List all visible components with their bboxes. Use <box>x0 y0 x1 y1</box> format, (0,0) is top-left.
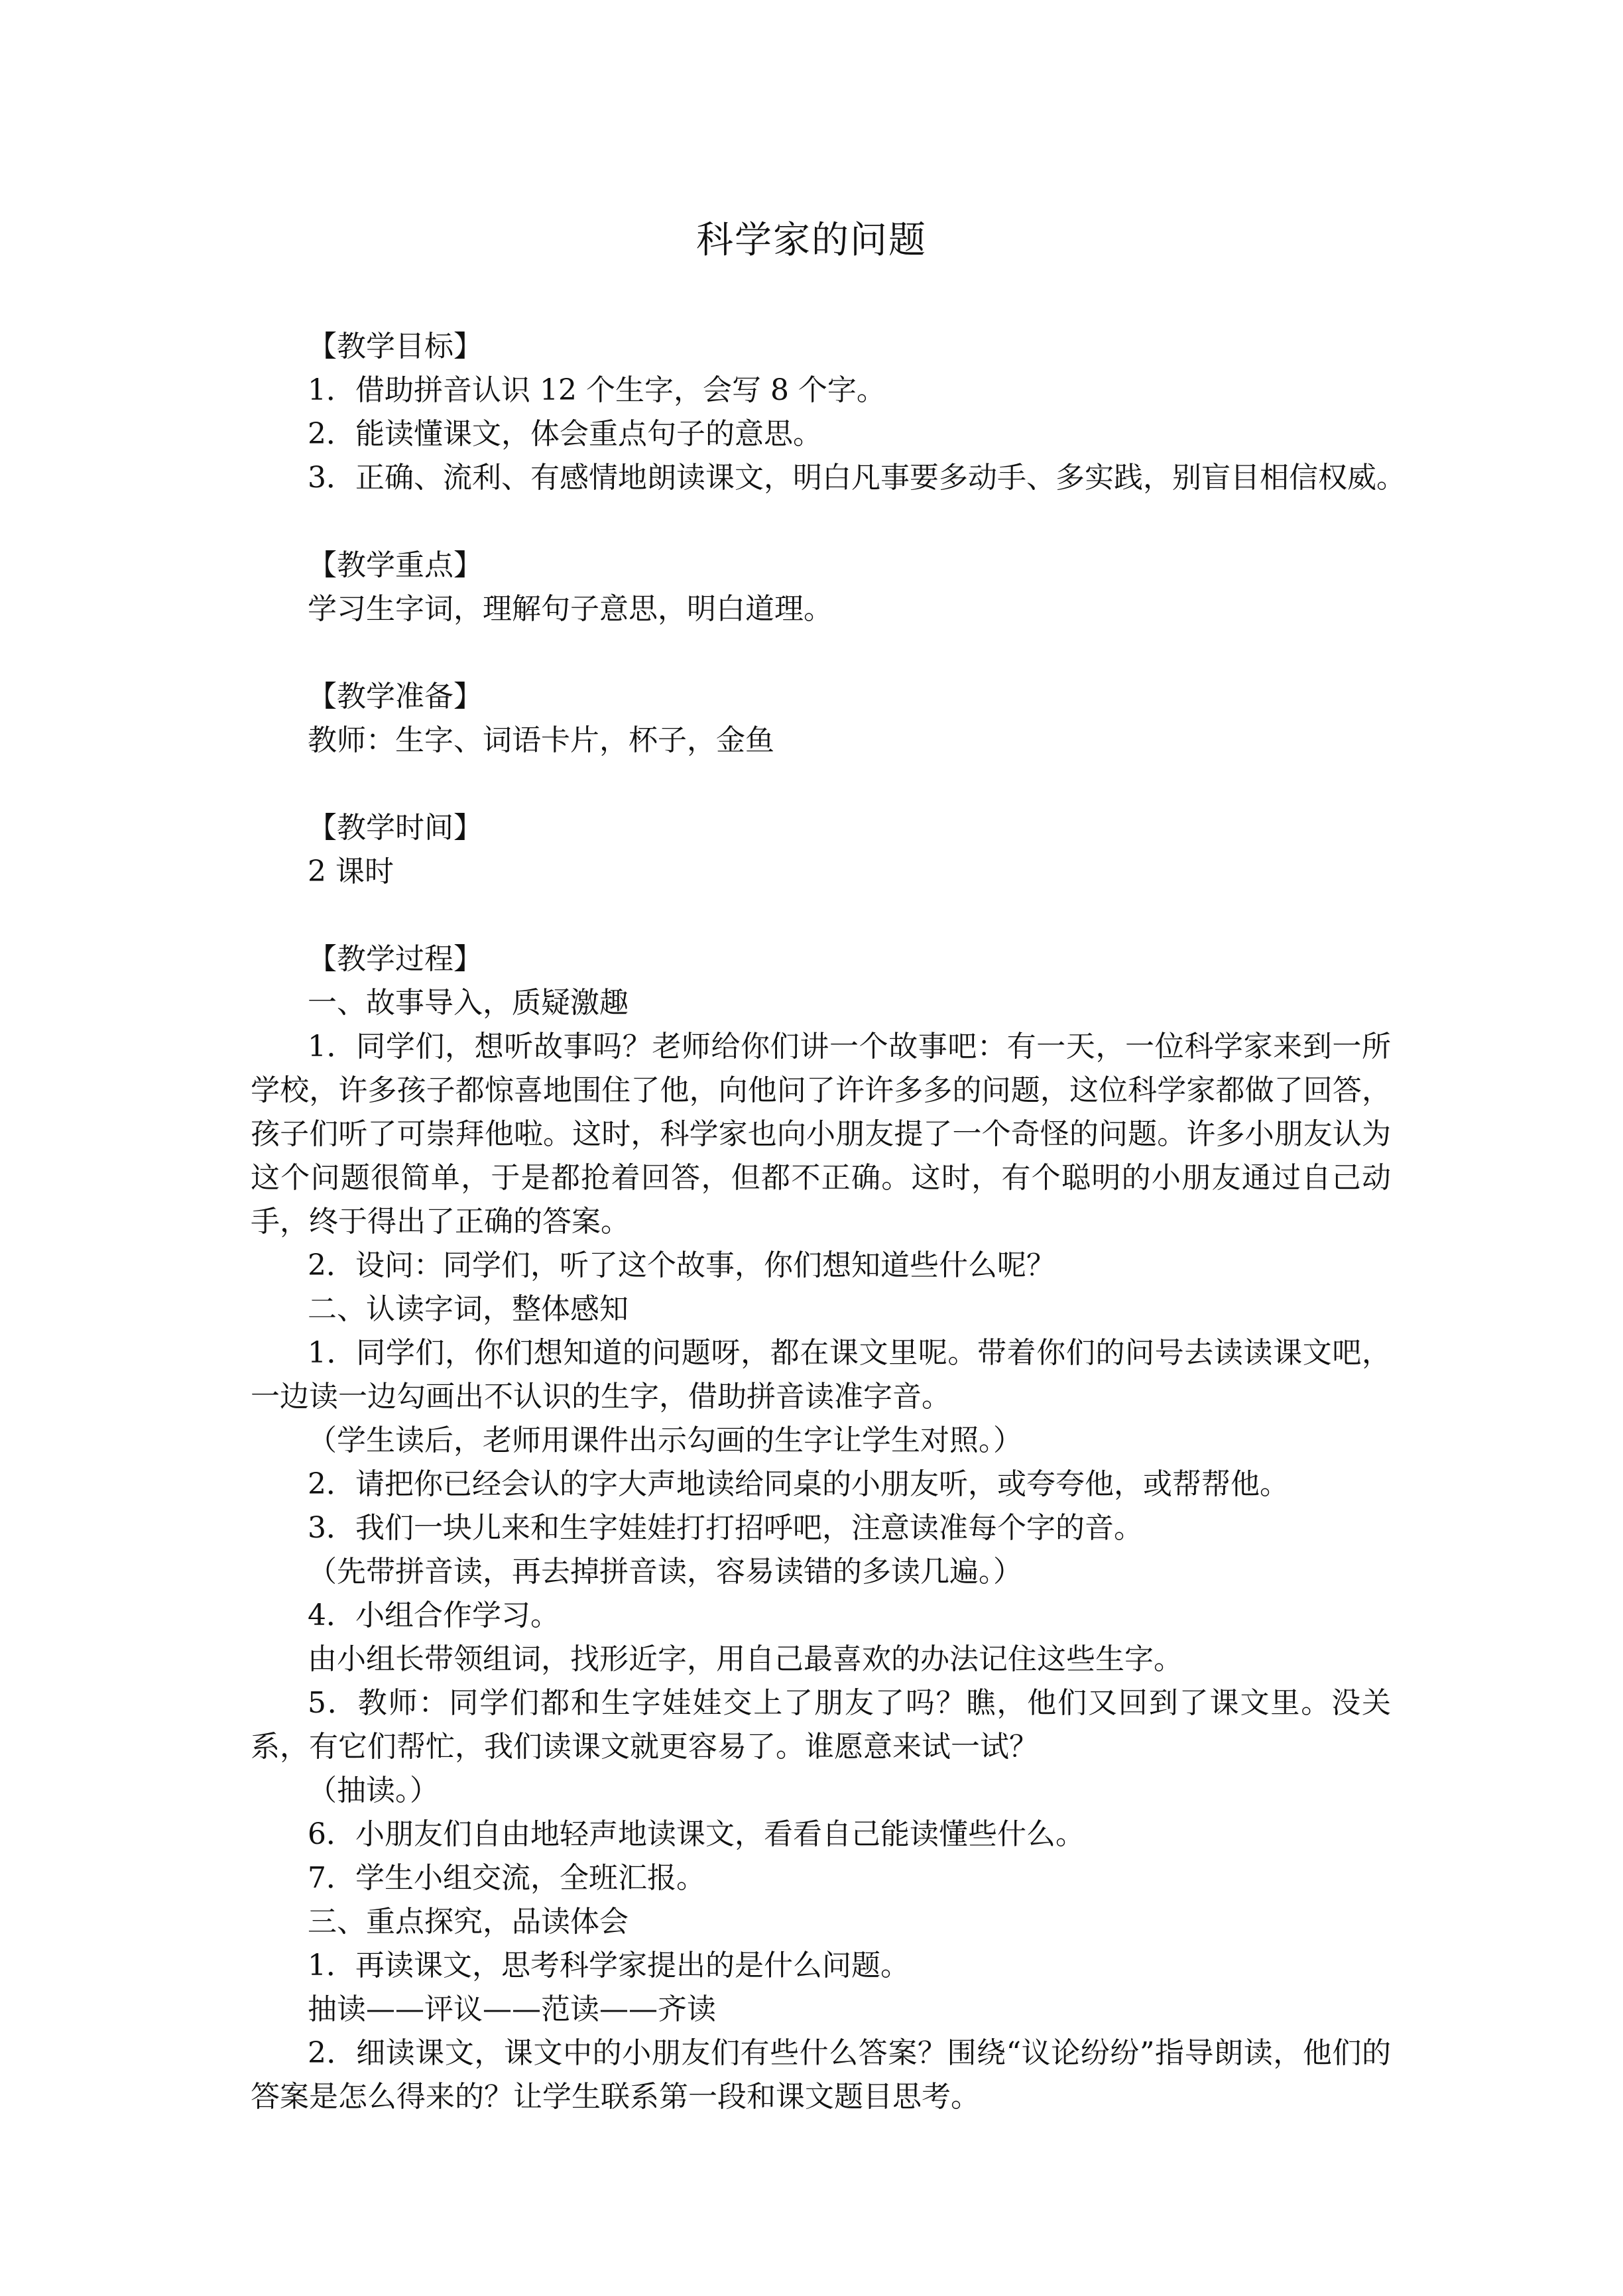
step-paragraph: 1．再读课文，思考科学家提出的是什么问题。 <box>308 1949 910 1982</box>
step-paragraph: 3．我们一块儿来和生字娃娃打打招呼吧，注意读准每个字的音。 <box>308 1511 1143 1545</box>
step-paragraph: 6．小朋友们自由地轻声地读课文，看看自己能读懂些什么。 <box>308 1817 1085 1851</box>
section-teaching-focus <box>251 544 1391 631</box>
process-step-3 <box>251 1900 1391 2119</box>
section-teaching-process <box>251 937 1391 2119</box>
step-note: （抽读。） <box>308 1774 439 1807</box>
process-step-2 <box>251 1288 1391 1900</box>
step-paragraph: 1．同学们，想听故事吗？老师给你们讲一个故事吧：有一天，一位科学家来到一所学校，许多孩子都惊喜地围住了他，向他问了许许多多的问题，这位科学家都做了回答，孩子们听了可崇拜他啦。这时，科学家也向小朋友提了一个奇怪的问题。许多小朋友认为这个问题很简单，于是都抢着回答，但都不正确。这时，有个聪明的小朋友通过自己动手，终于得出了正确的答案。 <box>251 1030 1391 1239</box>
spacer <box>251 762 1391 806</box>
step-note: 抽读——评议——范读——齐读 <box>308 1992 716 2026</box>
step-paragraph: 2．设问：同学们，听了这个故事，你们想知道些什么呢？ <box>308 1248 1055 1282</box>
section-heading: 【教学目标】 <box>308 330 483 363</box>
step-note: 由小组长带领组词，找形近字，用自己最喜欢的办法记住这些生字。 <box>308 1642 1183 1676</box>
section-teaching-prep <box>251 675 1391 762</box>
step-paragraph: 4．小组合作学习。 <box>308 1599 560 1632</box>
section-heading: 【教学准备】 <box>308 680 483 713</box>
goal-item: 3．正确、流利、有感情地朗读课文，明白凡事要多动手、多实践，别盲目相信权威。 <box>308 461 1406 495</box>
goal-item: 1．借助拼音认识 12 个生字，会写 8 个字。 <box>308 373 886 407</box>
step-paragraph: 1．同学们，你们想知道的问题呀，都在课文里呢。带着你们的问号去读读课文吧，一边读一边勾画出不认识的生字，借助拼音读准字音。 <box>251 1336 1391 1414</box>
goal-item: 2．能读懂课文，体会重点句子的意思。 <box>308 417 822 451</box>
step-paragraph: 5．教师：同学们都和生字娃娃交上了朋友了吗？瞧，他们又回到了课文里。没关系，有它们帮忙，我们读课文就更容易了。谁愿意来试一试？ <box>251 1686 1391 1764</box>
document-title: 科学家的问题 <box>696 219 927 262</box>
section-heading: 【教学重点】 <box>308 548 483 582</box>
section-teaching-goals <box>251 325 1406 500</box>
spacer <box>251 894 1391 937</box>
step-paragraph: 2．细读课文，课文中的小朋友们有些什么答案？围绕“议论纷纷”指导朗读，他们的答案是怎么得来的？让学生联系第一段和课文题目思考。 <box>251 2036 1391 2114</box>
process-step-1 <box>251 981 1391 1288</box>
spacer <box>251 631 1391 675</box>
step-note: （学生读后，老师用课件出示勾画的生字让学生对照。） <box>308 1423 1022 1457</box>
step-paragraph: 7．学生小组交流，全班汇报。 <box>308 1861 705 1895</box>
step-heading: 三、重点探究，品读体会 <box>308 1905 629 1939</box>
spacer <box>251 500 1391 544</box>
section-heading: 【教学过程】 <box>308 942 483 976</box>
step-paragraph: 2．请把你已经会认的字大声地读给同桌的小朋友听，或夸夸他，或帮帮他。 <box>308 1467 1289 1501</box>
section-text: 教师：生字、词语卡片，杯子，金鱼 <box>308 723 774 757</box>
section-text: 学习生字词，理解句子意思，明白道理。 <box>308 592 833 626</box>
section-heading: 【教学时间】 <box>308 811 483 845</box>
section-teaching-time <box>251 806 1391 894</box>
step-heading: 一、故事导入，质疑激趣 <box>308 986 629 1020</box>
document-body <box>251 325 1406 2119</box>
section-text: 2 课时 <box>308 855 394 888</box>
step-heading: 二、认读字词，整体感知 <box>308 1292 629 1326</box>
step-note: （先带拼音读，再去掉拼音读，容易读错的多读几遍。） <box>308 1555 1022 1589</box>
